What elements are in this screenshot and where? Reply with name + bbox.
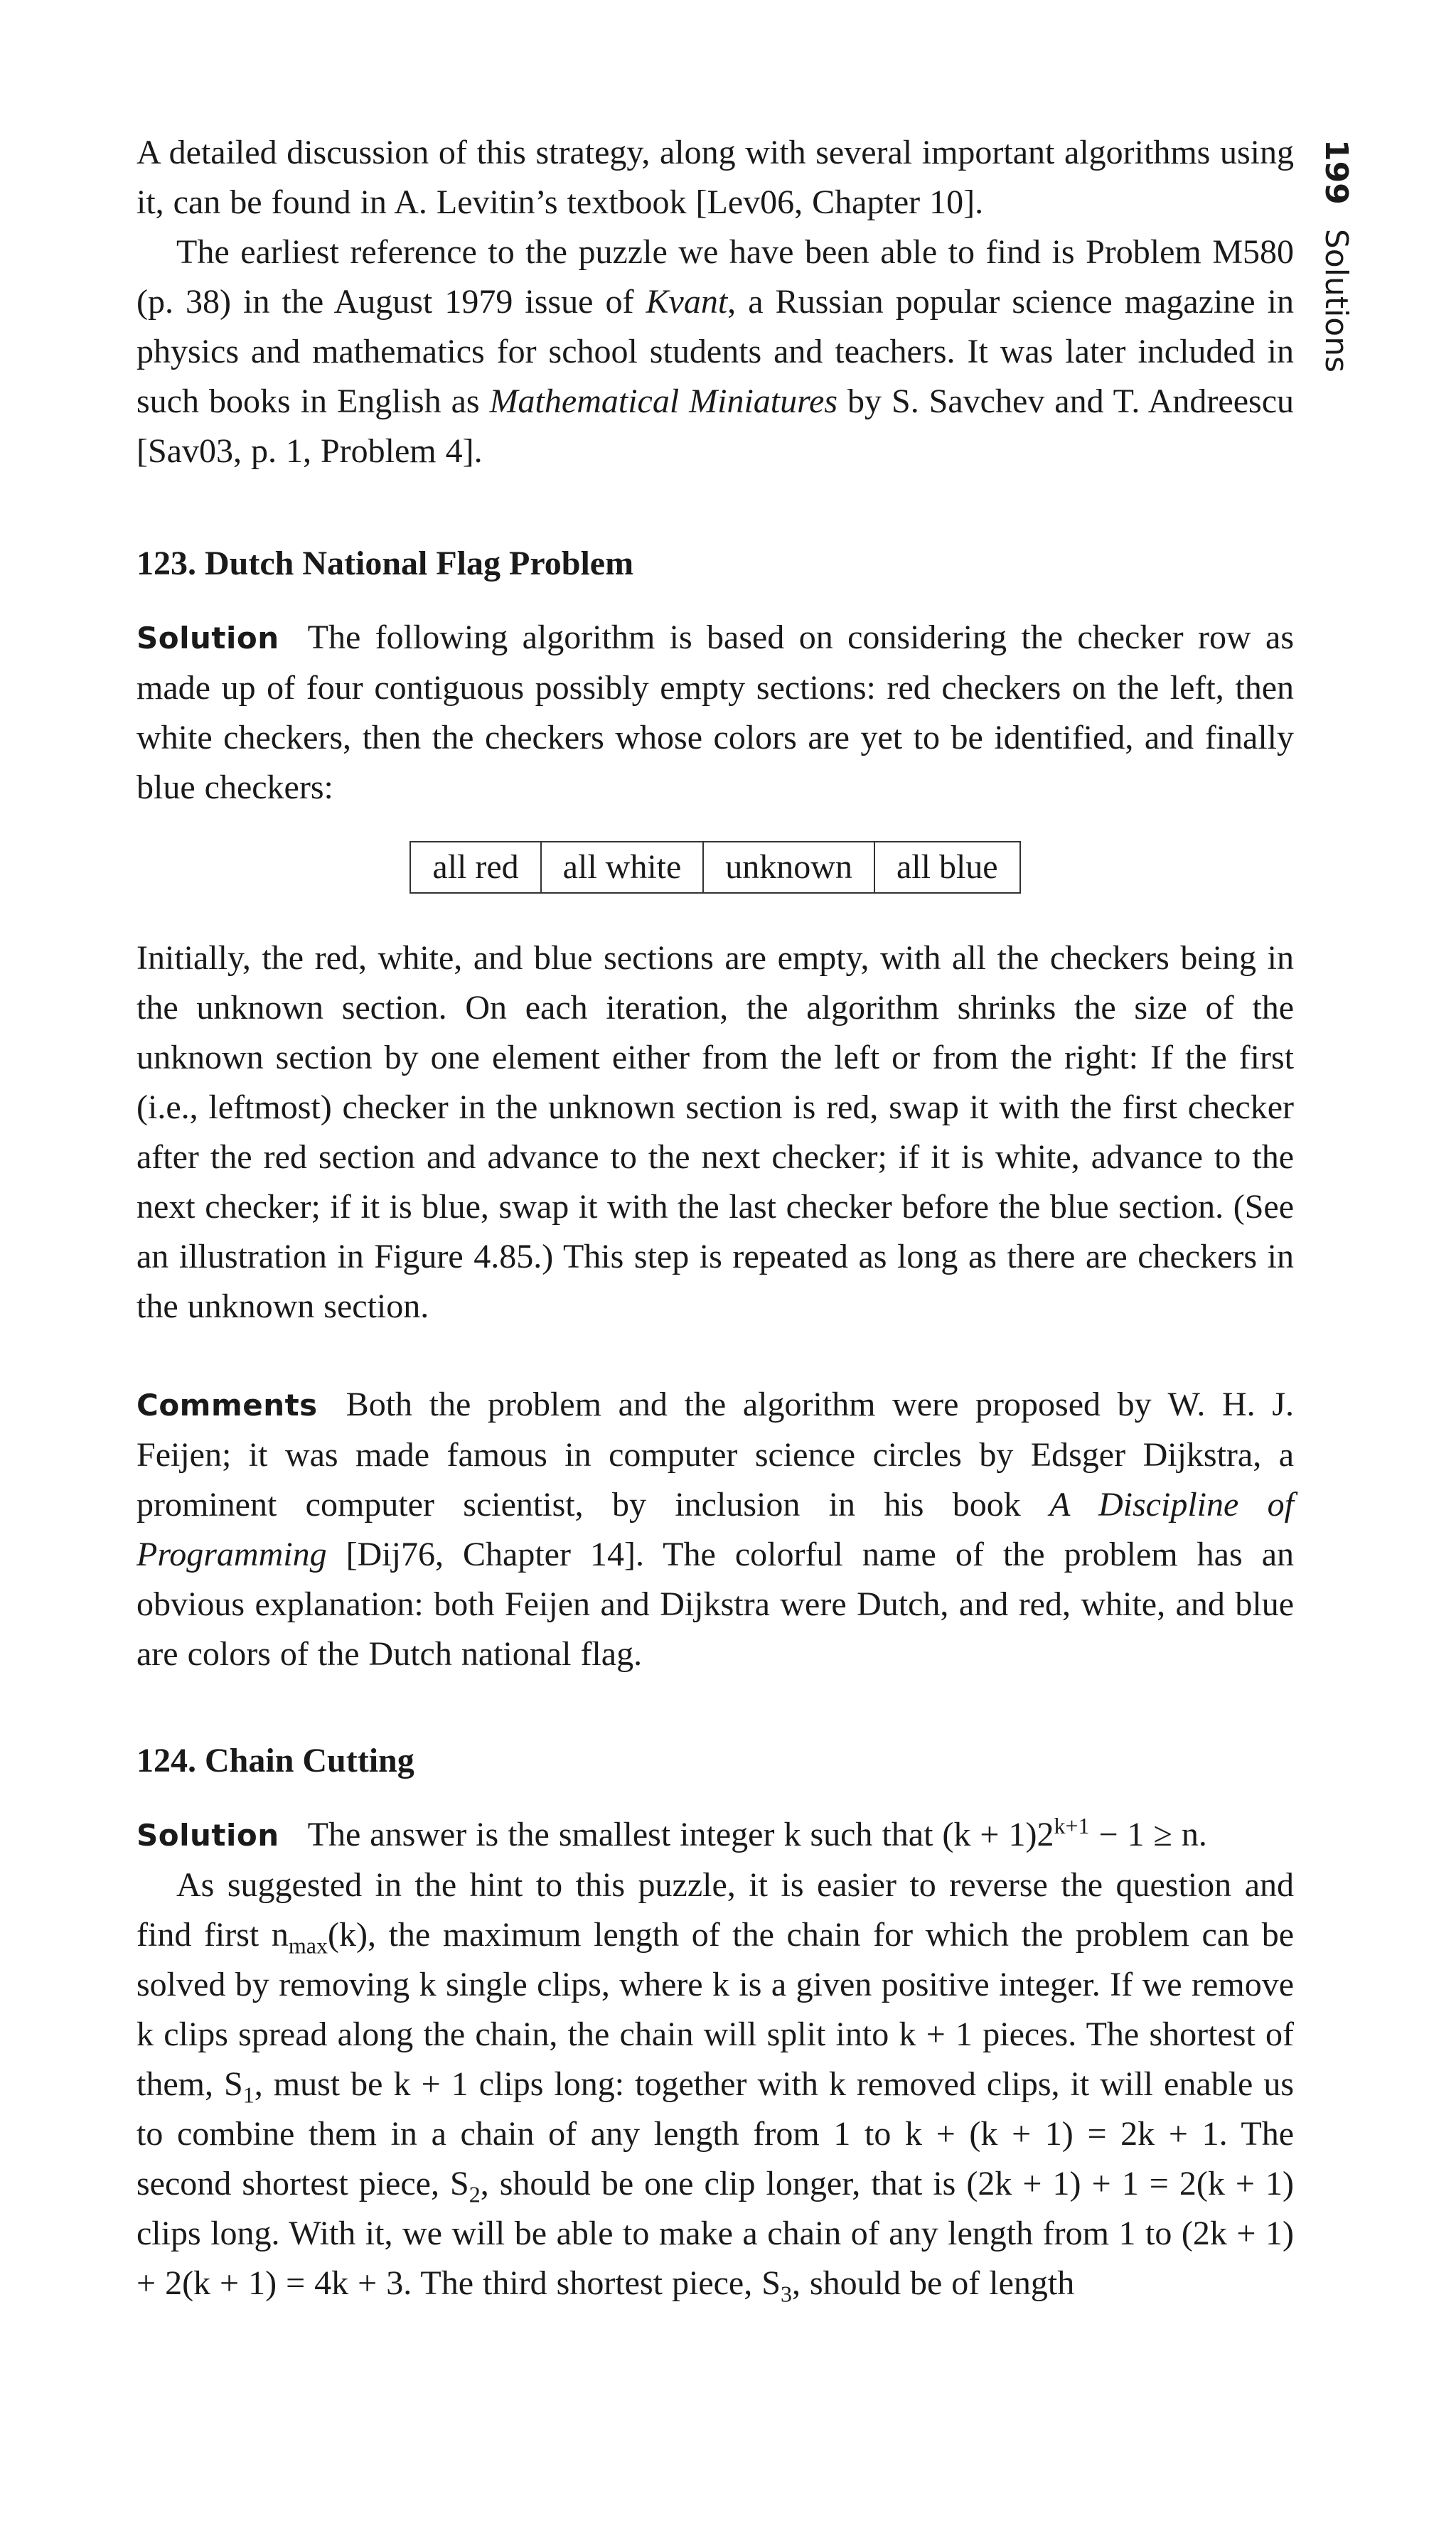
problem-124-paragraph-2 xyxy=(136,1861,1294,2308)
exponent: k+1 xyxy=(1054,1813,1090,1838)
body-text: (k), the maximum length of the chain for which the problem can be solved by removing k single clips, where k is a given positive integer. If we remove k clips spread along the chain, the chain will split into k + 1 pieces. The shortest of them, S xyxy=(136,1916,1295,2103)
solution-label: Solution xyxy=(136,1818,279,1853)
problem-123-paragraph-2: Initially, the red, white, and blue sections are empty, with all the checkers being in the unknown section. On each iteration, the algorithm shrinks the size of the unknown section by one element either from the left or from the right: If the first (i.e., leftmost) checker in the unknown section is red, swap it with the first checker after the red section and advance to the next checker; if it is white, advance to the next checker; if it is blue, swap it with the last checker before the blue section. (See an illustration in Figure 4.85.) This step is repeated as long as there are checkers in the unknown section. xyxy=(136,939,1294,1325)
comments-text: Both the problem and the algorithm were proposed by W. H. J. Feijen; it was made famous in computer science circles by Edsger Dijkstra, a prominent computer scientist, by inclusion in his book xyxy=(136,1386,1294,1524)
intro-text: The earliest reference to the puzzle we have been able to find is Problem M580 (p. 38) in the August 1979 issue of xyxy=(136,233,1294,321)
intro-text: by S. Savchev and T. Andreescu [Sav03, p. 1, Problem 4]. xyxy=(136,382,1295,470)
problem-123-solution xyxy=(136,613,1294,813)
section-all-blue: all blue xyxy=(874,842,1020,893)
solution-text: − 1 ≥ n. xyxy=(1089,1816,1207,1853)
body-text: , should be of length xyxy=(791,2264,1075,2302)
intro-paragraph-2 xyxy=(136,227,1294,476)
body-text: , must be k + 1 clips long: together with k removed clips, it will enable us to combine them in a chain of any length from 1 to k + (k + 1) = 2k + 1. The second shortest piece, S xyxy=(136,2065,1295,2202)
section-all-white: all white xyxy=(541,842,704,893)
problem-123-comments xyxy=(136,1380,1294,1679)
body-text: , should be one clip longer, that is (2k + 1) + 1 = 2(k + 1) clips long. With it, we will be able to make a chain of any length from 1 to (2k + 1) + 2(k + 1) = 4k + 3. The third shortest piece, S xyxy=(136,2165,1294,2302)
section-unknown: unknown xyxy=(703,842,874,893)
magazine-title: Kvant xyxy=(646,283,728,321)
subscript: 3 xyxy=(780,2281,792,2307)
solution-text: The answer is the smallest integer k such that (k + 1)2 xyxy=(307,1816,1054,1853)
intro-text: , a Russian popular science magazine in physics and mathematics for school students and teachers. It was later included in such books in English as xyxy=(136,283,1294,420)
checker-sections-table xyxy=(410,841,1020,894)
section-all-red: all red xyxy=(410,842,540,893)
intro-paragraph-1: A detailed discussion of this strategy, along with several important algorithms using it, can be found in A. Levitin’s textbook [Lev06, Chapter 10]. xyxy=(136,134,1294,221)
comments-label: Comments xyxy=(136,1388,318,1423)
subscript: max xyxy=(288,1932,328,1959)
problem-124-heading: 124. Chain Cutting xyxy=(136,1742,414,1779)
page-content xyxy=(136,128,1294,2308)
book-title: Mathematical Miniatures xyxy=(489,382,838,420)
page-number: 199 xyxy=(1318,139,1354,205)
subscript: 2 xyxy=(469,2181,481,2207)
running-head xyxy=(1318,139,1354,373)
solution-text: The following algorithm is based on considering the checker row as made up of four contiguous possibly empty sections: red checkers on the left, then white checkers, then the checkers whose colors are yet to be identified, and finally blue checkers: xyxy=(136,619,1294,806)
sections-table-wrap xyxy=(136,841,1294,894)
book-title: A Discipline of Programming xyxy=(136,1486,1294,1573)
comments-text: [Dij76, Chapter 14]. The colorful name of the problem has an obvious explanation: both Feijen and Dijkstra were Dutch, and red, white, and blue are colors of the Dutch national flag. xyxy=(136,1536,1294,1673)
subscript: 1 xyxy=(242,2082,255,2108)
body-text: As suggested in the hint to this puzzle, it is easier to reverse the question and find first n xyxy=(136,1866,1294,1954)
solution-label: Solution xyxy=(136,621,279,655)
problem-124-solution xyxy=(136,1810,1294,1861)
problem-123-heading: 123. Dutch National Flag Problem xyxy=(136,545,634,582)
running-head-section: Solutions xyxy=(1318,228,1354,373)
